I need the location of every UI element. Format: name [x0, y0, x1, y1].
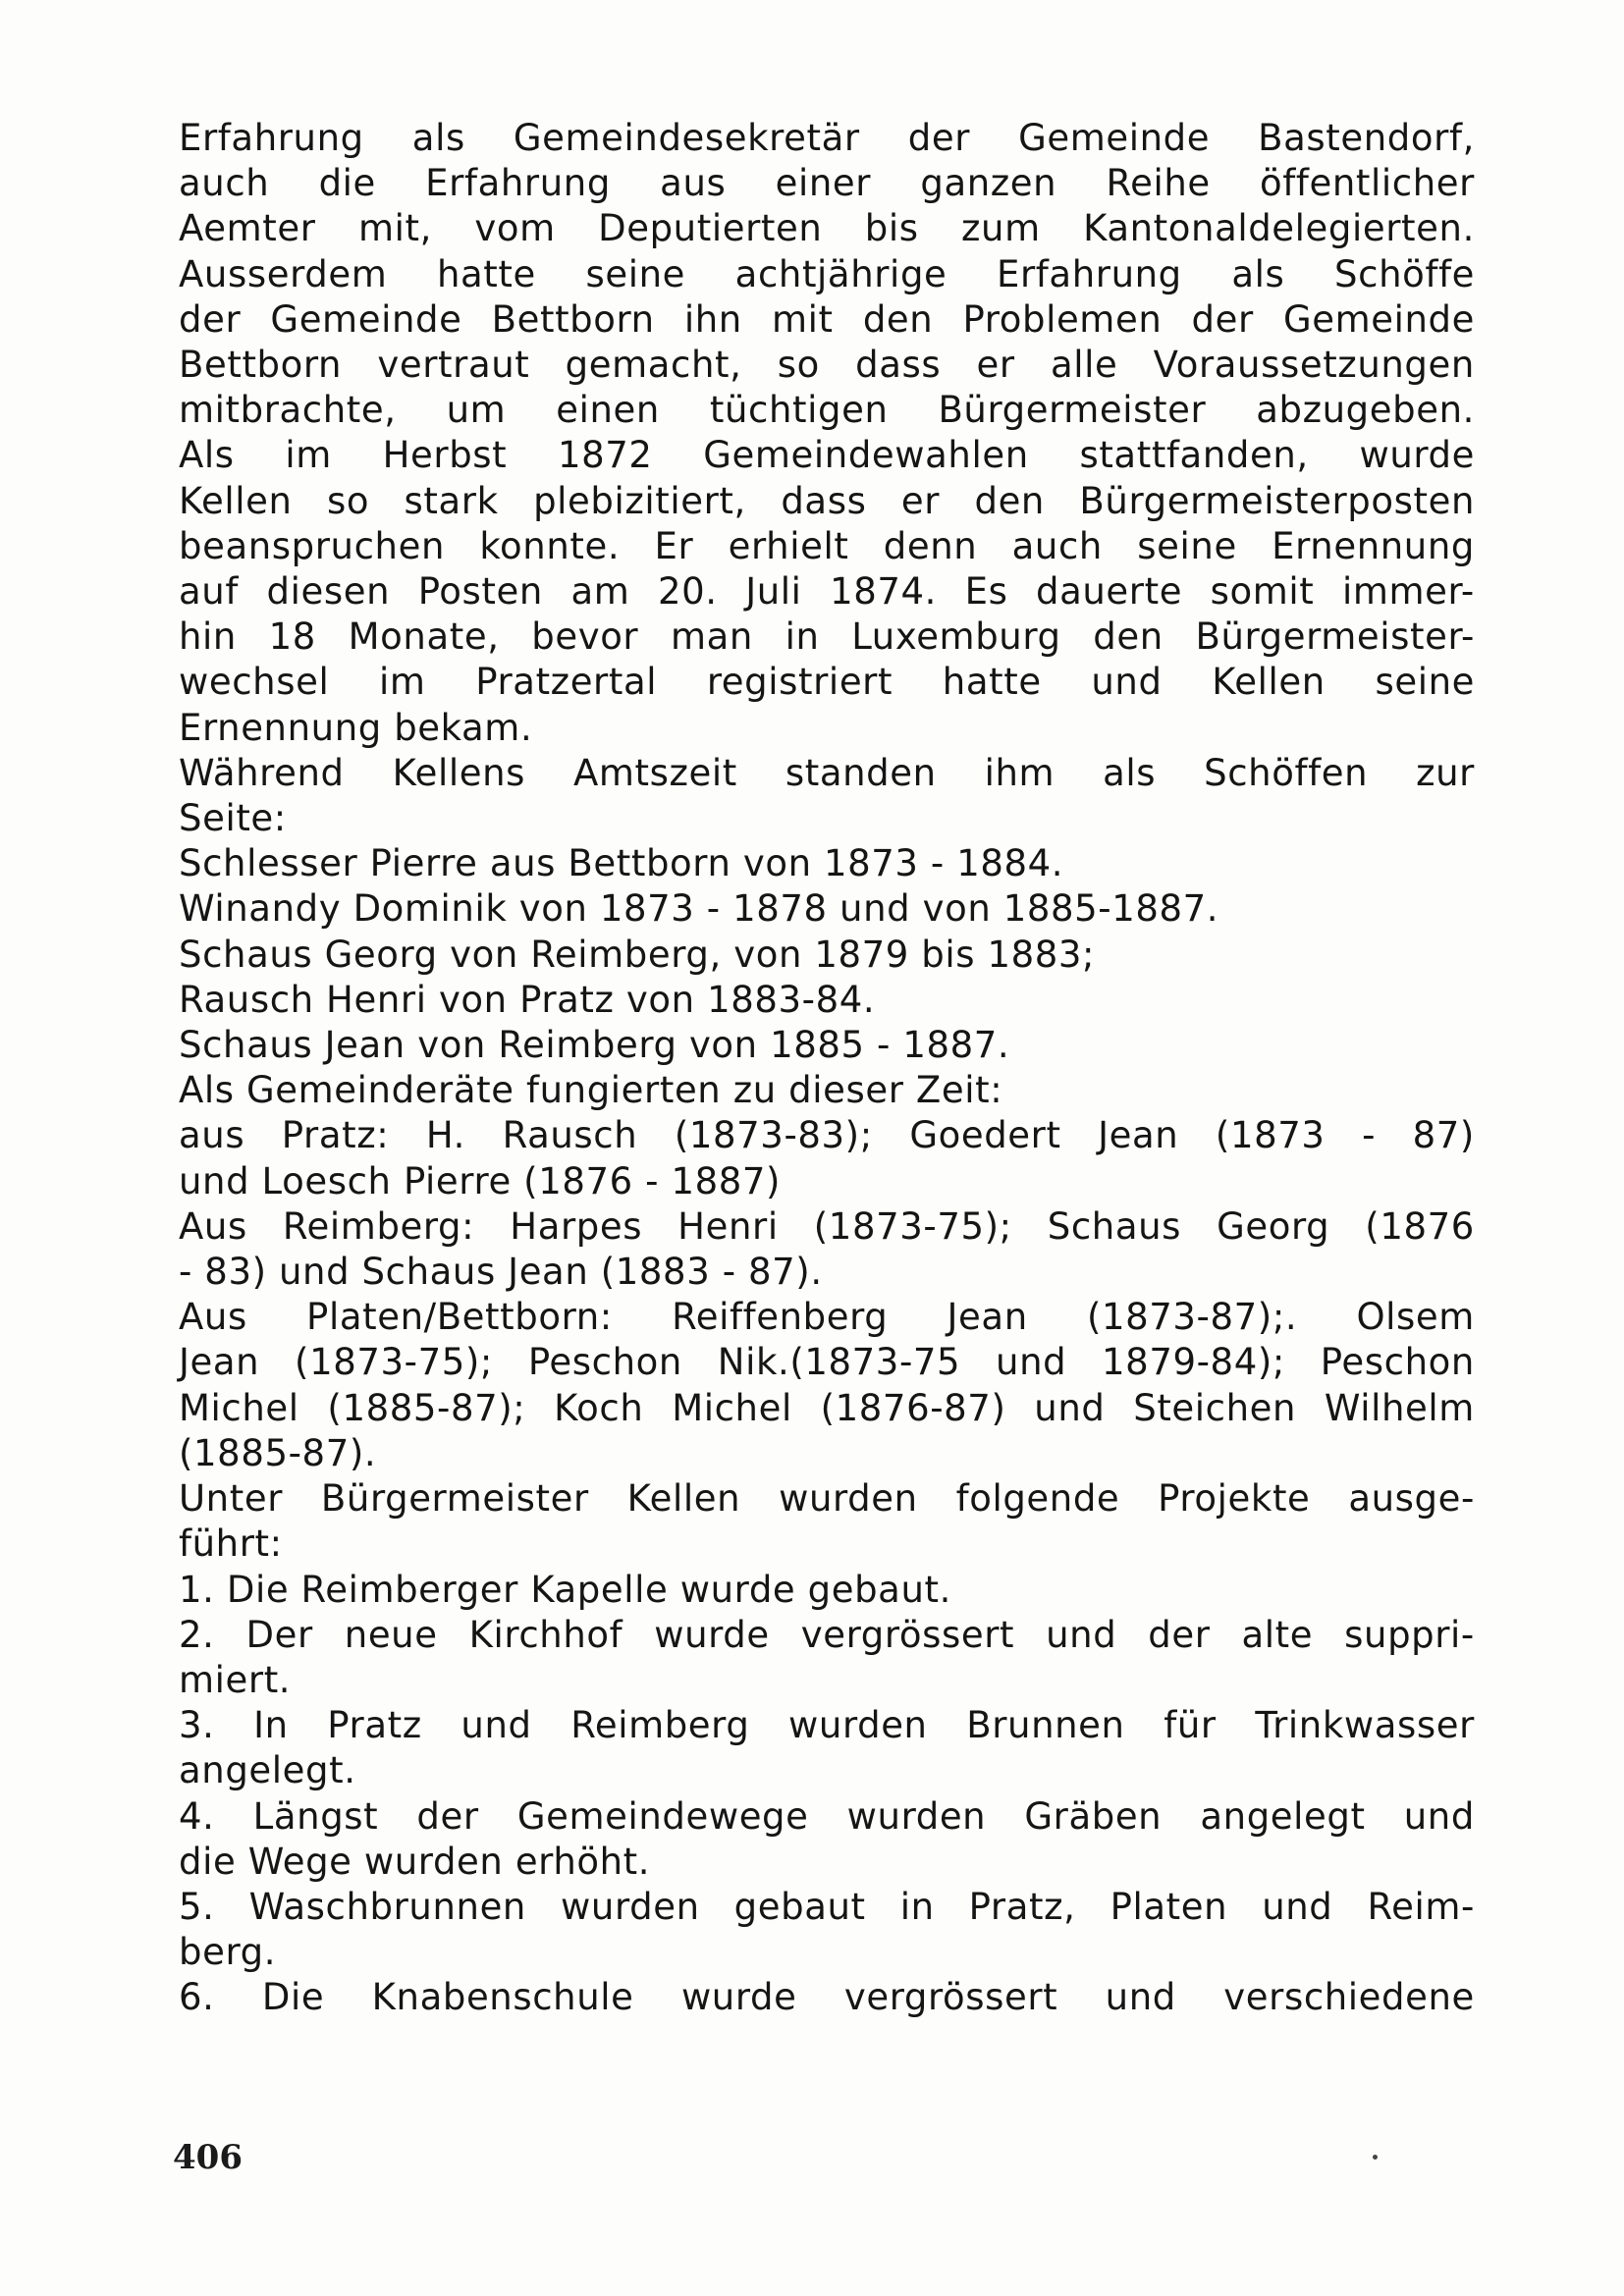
word: Als — [179, 434, 235, 477]
word: den — [974, 479, 1045, 522]
text-line — [179, 206, 1475, 251]
word: für — [1164, 1704, 1217, 1747]
word: 1879-84); — [1102, 1341, 1285, 1384]
text-line: Als Gemeinderäte fungierten zu dieser Zeit: — [179, 1069, 1003, 1112]
word: 1872 — [557, 434, 653, 477]
word: alle — [1051, 344, 1118, 387]
word: Waschbrunnen — [248, 1885, 526, 1928]
speck-mark — [1373, 2155, 1378, 2160]
word: Monate, — [348, 615, 500, 659]
word: vom — [474, 207, 556, 250]
text-line: (1885-87). — [179, 1431, 377, 1474]
word: so — [777, 344, 820, 387]
word: am — [570, 570, 630, 614]
word: Es — [964, 570, 1008, 614]
word: Gemeindesekretär — [513, 117, 860, 159]
text-line — [179, 388, 1475, 433]
word: den — [862, 297, 934, 341]
word: seine — [1375, 661, 1475, 704]
text-line — [179, 116, 1475, 161]
word: Bürgermeister — [938, 389, 1207, 432]
word: Pratzertal — [475, 661, 658, 704]
word: folgende — [955, 1477, 1120, 1521]
word: erhielt — [728, 524, 849, 567]
word: Aus — [179, 1296, 247, 1339]
word: bevor — [531, 615, 639, 659]
word: somit — [1210, 570, 1315, 614]
word: Ernennung — [1272, 524, 1475, 567]
word: Gemeinde — [1018, 117, 1211, 159]
word: Reim- — [1367, 1885, 1475, 1928]
word: Kantonaldelegierten. — [1083, 207, 1475, 250]
word: Kellen — [626, 1477, 741, 1521]
text-line — [179, 1204, 1475, 1250]
word: Bettborn — [179, 344, 343, 387]
word: 2. — [179, 1613, 215, 1656]
word: dauerte — [1036, 570, 1183, 614]
word: auf — [179, 570, 239, 614]
word: und — [1403, 1794, 1475, 1838]
word: Gemeinde — [270, 297, 462, 341]
word: Kirchhof — [468, 1613, 623, 1656]
word: Knabenschule — [371, 1976, 634, 2019]
text-line: Schaus Jean von Reimberg von 1885 - 1887. — [179, 1024, 1010, 1067]
word: in — [899, 1885, 935, 1928]
word: auch — [1011, 524, 1103, 567]
word: Kellen — [179, 479, 293, 522]
word: wechsel — [179, 661, 330, 704]
word: Erfahrung — [179, 117, 364, 159]
word: vertraut — [377, 344, 530, 387]
word: Bürgermeister- — [1195, 615, 1475, 659]
word: der — [179, 297, 242, 341]
word: Harpes — [510, 1204, 643, 1248]
text-line — [179, 479, 1475, 524]
word: (1873-83); — [674, 1114, 873, 1157]
word: zur — [1416, 751, 1475, 794]
word: (1885-87); — [327, 1386, 526, 1429]
word: Während — [179, 751, 345, 794]
word: ihm — [984, 751, 1056, 794]
page-number: 406 — [173, 2138, 243, 2177]
word: bis — [864, 207, 919, 250]
text-line: Schaus Georg von Reimberg, von 1879 bis 1883; — [179, 933, 1096, 976]
word: Amtszeit — [572, 751, 737, 794]
word: (1873 — [1215, 1114, 1326, 1157]
word: als — [1103, 751, 1157, 794]
word: Reihe — [1106, 162, 1211, 205]
word: Rausch — [502, 1114, 638, 1157]
word: einen — [556, 389, 660, 432]
word: Peschon — [1320, 1341, 1475, 1384]
word: Voraussetzungen — [1153, 344, 1475, 387]
word: seine — [585, 252, 686, 295]
word: und — [1034, 1386, 1106, 1429]
text-line: angelegt. — [179, 1749, 356, 1792]
word: konnte. — [479, 524, 621, 567]
word: Bürgermeisterposten — [1079, 479, 1475, 522]
word: Wilhelm — [1324, 1386, 1475, 1429]
word: als — [1231, 252, 1285, 295]
word: aus — [660, 162, 727, 205]
text-line — [179, 751, 1475, 796]
word: verschiedene — [1223, 1976, 1475, 2019]
word: Posten — [417, 570, 543, 614]
word: Peschon — [527, 1341, 682, 1384]
word: 5. — [179, 1885, 215, 1928]
word: in — [785, 615, 820, 659]
text-line — [179, 614, 1475, 660]
text-line: die Wege wurden erhöht. — [179, 1840, 651, 1883]
word: (1873-75); — [813, 1204, 1012, 1248]
word: Nik.(1873-75 — [717, 1341, 961, 1384]
word: 87) — [1412, 1114, 1475, 1157]
word: den — [1093, 615, 1164, 659]
word: und — [460, 1704, 532, 1747]
word: hatte — [436, 252, 536, 295]
word: In — [253, 1704, 289, 1747]
text-line — [179, 1703, 1475, 1748]
word: Goedert — [909, 1114, 1061, 1157]
word: Erfahrung — [997, 252, 1182, 295]
word: H. — [425, 1114, 466, 1157]
word: immer- — [1341, 570, 1475, 614]
text-line — [179, 1613, 1475, 1658]
word: Pratz: — [281, 1114, 390, 1157]
word: Projekte — [1158, 1477, 1311, 1521]
text-line: miert. — [179, 1658, 292, 1701]
word: Aemter — [179, 207, 316, 250]
text-line: Ernennung bekam. — [179, 706, 533, 749]
word: Schöffen — [1204, 751, 1369, 794]
word: Henri — [677, 1204, 779, 1248]
word: Brunnen — [966, 1704, 1125, 1747]
word: um — [446, 389, 507, 432]
word: 20. — [657, 570, 718, 614]
text-line — [179, 660, 1475, 705]
word: wurden — [788, 1704, 928, 1747]
word: Trinkwasser — [1255, 1704, 1475, 1747]
word: tüchtigen — [709, 389, 889, 432]
word: Michel — [672, 1386, 792, 1429]
word: Koch — [554, 1386, 644, 1429]
word: abzugeben. — [1256, 389, 1475, 432]
word: 6. — [179, 1976, 215, 2019]
text-line: Winandy Dominik von 1873 - 1878 und von 1885-1887. — [179, 887, 1219, 931]
text-line — [179, 524, 1475, 569]
word: 3. — [179, 1704, 215, 1747]
word: der — [1148, 1613, 1211, 1656]
word: hatte — [942, 661, 1042, 704]
word: Gemeindewege — [516, 1794, 809, 1838]
word: Längst — [252, 1794, 379, 1838]
text-line — [179, 161, 1475, 206]
text-line: 1. Die Reimberger Kapelle wurde gebaut. — [179, 1568, 951, 1611]
word: Platen/Bettborn: — [306, 1296, 613, 1339]
text-line — [179, 1113, 1475, 1158]
word: und — [1046, 1613, 1117, 1656]
word: gemacht, — [565, 344, 742, 387]
word: diesen — [266, 570, 391, 614]
word: registriert — [706, 661, 893, 704]
word: (1876 — [1365, 1204, 1475, 1248]
word: Gemeindewahlen — [703, 434, 1029, 477]
word: stattfanden, — [1079, 434, 1309, 477]
word: Die — [261, 1976, 325, 2019]
word: vergrössert — [800, 1613, 1015, 1656]
word: Jean — [947, 1296, 1028, 1339]
word: der — [1191, 297, 1254, 341]
word: Pratz, — [968, 1885, 1076, 1928]
word: Der — [245, 1613, 313, 1656]
word: Schöffe — [1334, 252, 1475, 295]
word: dass — [781, 479, 867, 522]
text-line: - 83) und Schaus Jean (1883 - 87). — [179, 1251, 823, 1294]
word: und — [996, 1341, 1067, 1384]
word: die — [318, 162, 376, 205]
word: wurde — [1359, 434, 1475, 477]
text-line — [179, 433, 1475, 478]
word: mit — [772, 297, 834, 341]
word: und — [1091, 661, 1163, 704]
word: im — [379, 661, 426, 704]
word: Herbst — [382, 434, 508, 477]
word: dass — [855, 344, 942, 387]
word: achtjährige — [734, 252, 947, 295]
text-line: Schlesser Pierre aus Bettborn von 1873 - 1884. — [179, 842, 1064, 885]
text-line — [179, 252, 1475, 297]
text-line: führt: — [179, 1522, 283, 1566]
word: er — [976, 344, 1015, 387]
word: wurden — [779, 1477, 918, 1521]
text-line — [179, 569, 1475, 614]
word: Bürgermeister — [320, 1477, 589, 1521]
word: ihn — [683, 297, 742, 341]
word: Bastendorf, — [1258, 117, 1475, 159]
word: Pratz — [327, 1704, 422, 1747]
word: neue — [344, 1613, 438, 1656]
word: gebaut — [733, 1885, 866, 1928]
word: (1876-87) — [820, 1386, 1006, 1429]
word: Problemen — [962, 297, 1163, 341]
word: Gemeinde — [1282, 297, 1475, 341]
word: wurden — [846, 1794, 987, 1838]
word: wurde — [654, 1613, 770, 1656]
word: ausge- — [1348, 1477, 1475, 1521]
word: Reiffenberg — [672, 1296, 889, 1339]
word: aus — [179, 1114, 245, 1157]
text-line — [179, 1295, 1475, 1340]
word: wurde — [680, 1976, 797, 2019]
text-line: berg. — [179, 1931, 277, 1974]
word: Kellen — [1212, 661, 1326, 704]
text-line: Seite: — [179, 797, 287, 840]
word: Jean — [1098, 1114, 1179, 1157]
word: ganzen — [920, 162, 1057, 205]
text-line: und Loesch Pierre (1876 - 1887) — [179, 1159, 782, 1202]
word: Ausserdem — [179, 252, 388, 295]
word: - — [1362, 1114, 1377, 1157]
word: (1873-87);. — [1086, 1296, 1298, 1339]
word: Platen — [1110, 1885, 1228, 1928]
word: Deputierten — [598, 207, 823, 250]
word: seine — [1137, 524, 1237, 567]
word: Georg — [1217, 1204, 1330, 1248]
word: Luxemburg — [851, 615, 1061, 659]
body-text — [179, 116, 1475, 2021]
word: hin — [179, 615, 237, 659]
word: Erfahrung — [425, 162, 611, 205]
word: beanspruchen — [179, 524, 446, 567]
word: und — [1105, 1976, 1176, 2019]
word: Juli — [745, 570, 802, 614]
word: zum — [961, 207, 1041, 250]
word: Kellens — [392, 751, 526, 794]
word: Gräben — [1024, 1794, 1163, 1838]
word: denn — [883, 524, 978, 567]
word: 4. — [179, 1794, 215, 1838]
word: stark — [404, 479, 499, 522]
word: standen — [785, 751, 937, 794]
word: so — [326, 479, 370, 522]
word: einer — [775, 162, 872, 205]
word: der — [416, 1794, 479, 1838]
word: Jean — [179, 1341, 260, 1384]
word: Reimberg — [570, 1704, 750, 1747]
text-line — [179, 343, 1475, 388]
word: im — [285, 434, 332, 477]
word: Steichen — [1133, 1386, 1297, 1429]
text-line — [179, 297, 1475, 343]
word: 1874. — [830, 570, 938, 614]
word: plebizitiert, — [533, 479, 746, 522]
word: er — [900, 479, 941, 522]
word: Schaus — [1047, 1204, 1182, 1248]
word: angelegt — [1200, 1794, 1366, 1838]
word: Michel — [179, 1386, 299, 1429]
word: und — [1262, 1885, 1333, 1928]
word: wurden — [561, 1885, 700, 1928]
word: 18 — [268, 615, 316, 659]
word: (1873-75); — [295, 1341, 493, 1384]
word: alte — [1241, 1613, 1314, 1656]
word: vergrössert — [843, 1976, 1058, 2019]
text-line — [179, 1975, 1475, 2020]
word: der — [907, 117, 971, 159]
text-line — [179, 1885, 1475, 1930]
word: Reimberg: — [282, 1204, 475, 1248]
word: mitbrachte, — [179, 389, 397, 432]
text-line: Rausch Henri von Pratz von 1883-84. — [179, 978, 876, 1021]
text-line — [179, 1476, 1475, 1522]
text-line — [179, 1794, 1475, 1840]
word: mit, — [357, 207, 432, 250]
text-line — [179, 1386, 1475, 1431]
word: öffentlicher — [1260, 162, 1475, 205]
word: Aus — [179, 1204, 247, 1248]
text-line — [179, 1340, 1475, 1385]
word: Unter — [179, 1477, 284, 1521]
word: suppri- — [1344, 1613, 1475, 1656]
word: auch — [179, 162, 270, 205]
word: man — [670, 615, 753, 659]
word: Er — [654, 524, 694, 567]
word: Bettborn — [491, 297, 655, 341]
word: als — [411, 117, 465, 159]
word: Olsem — [1356, 1296, 1475, 1339]
